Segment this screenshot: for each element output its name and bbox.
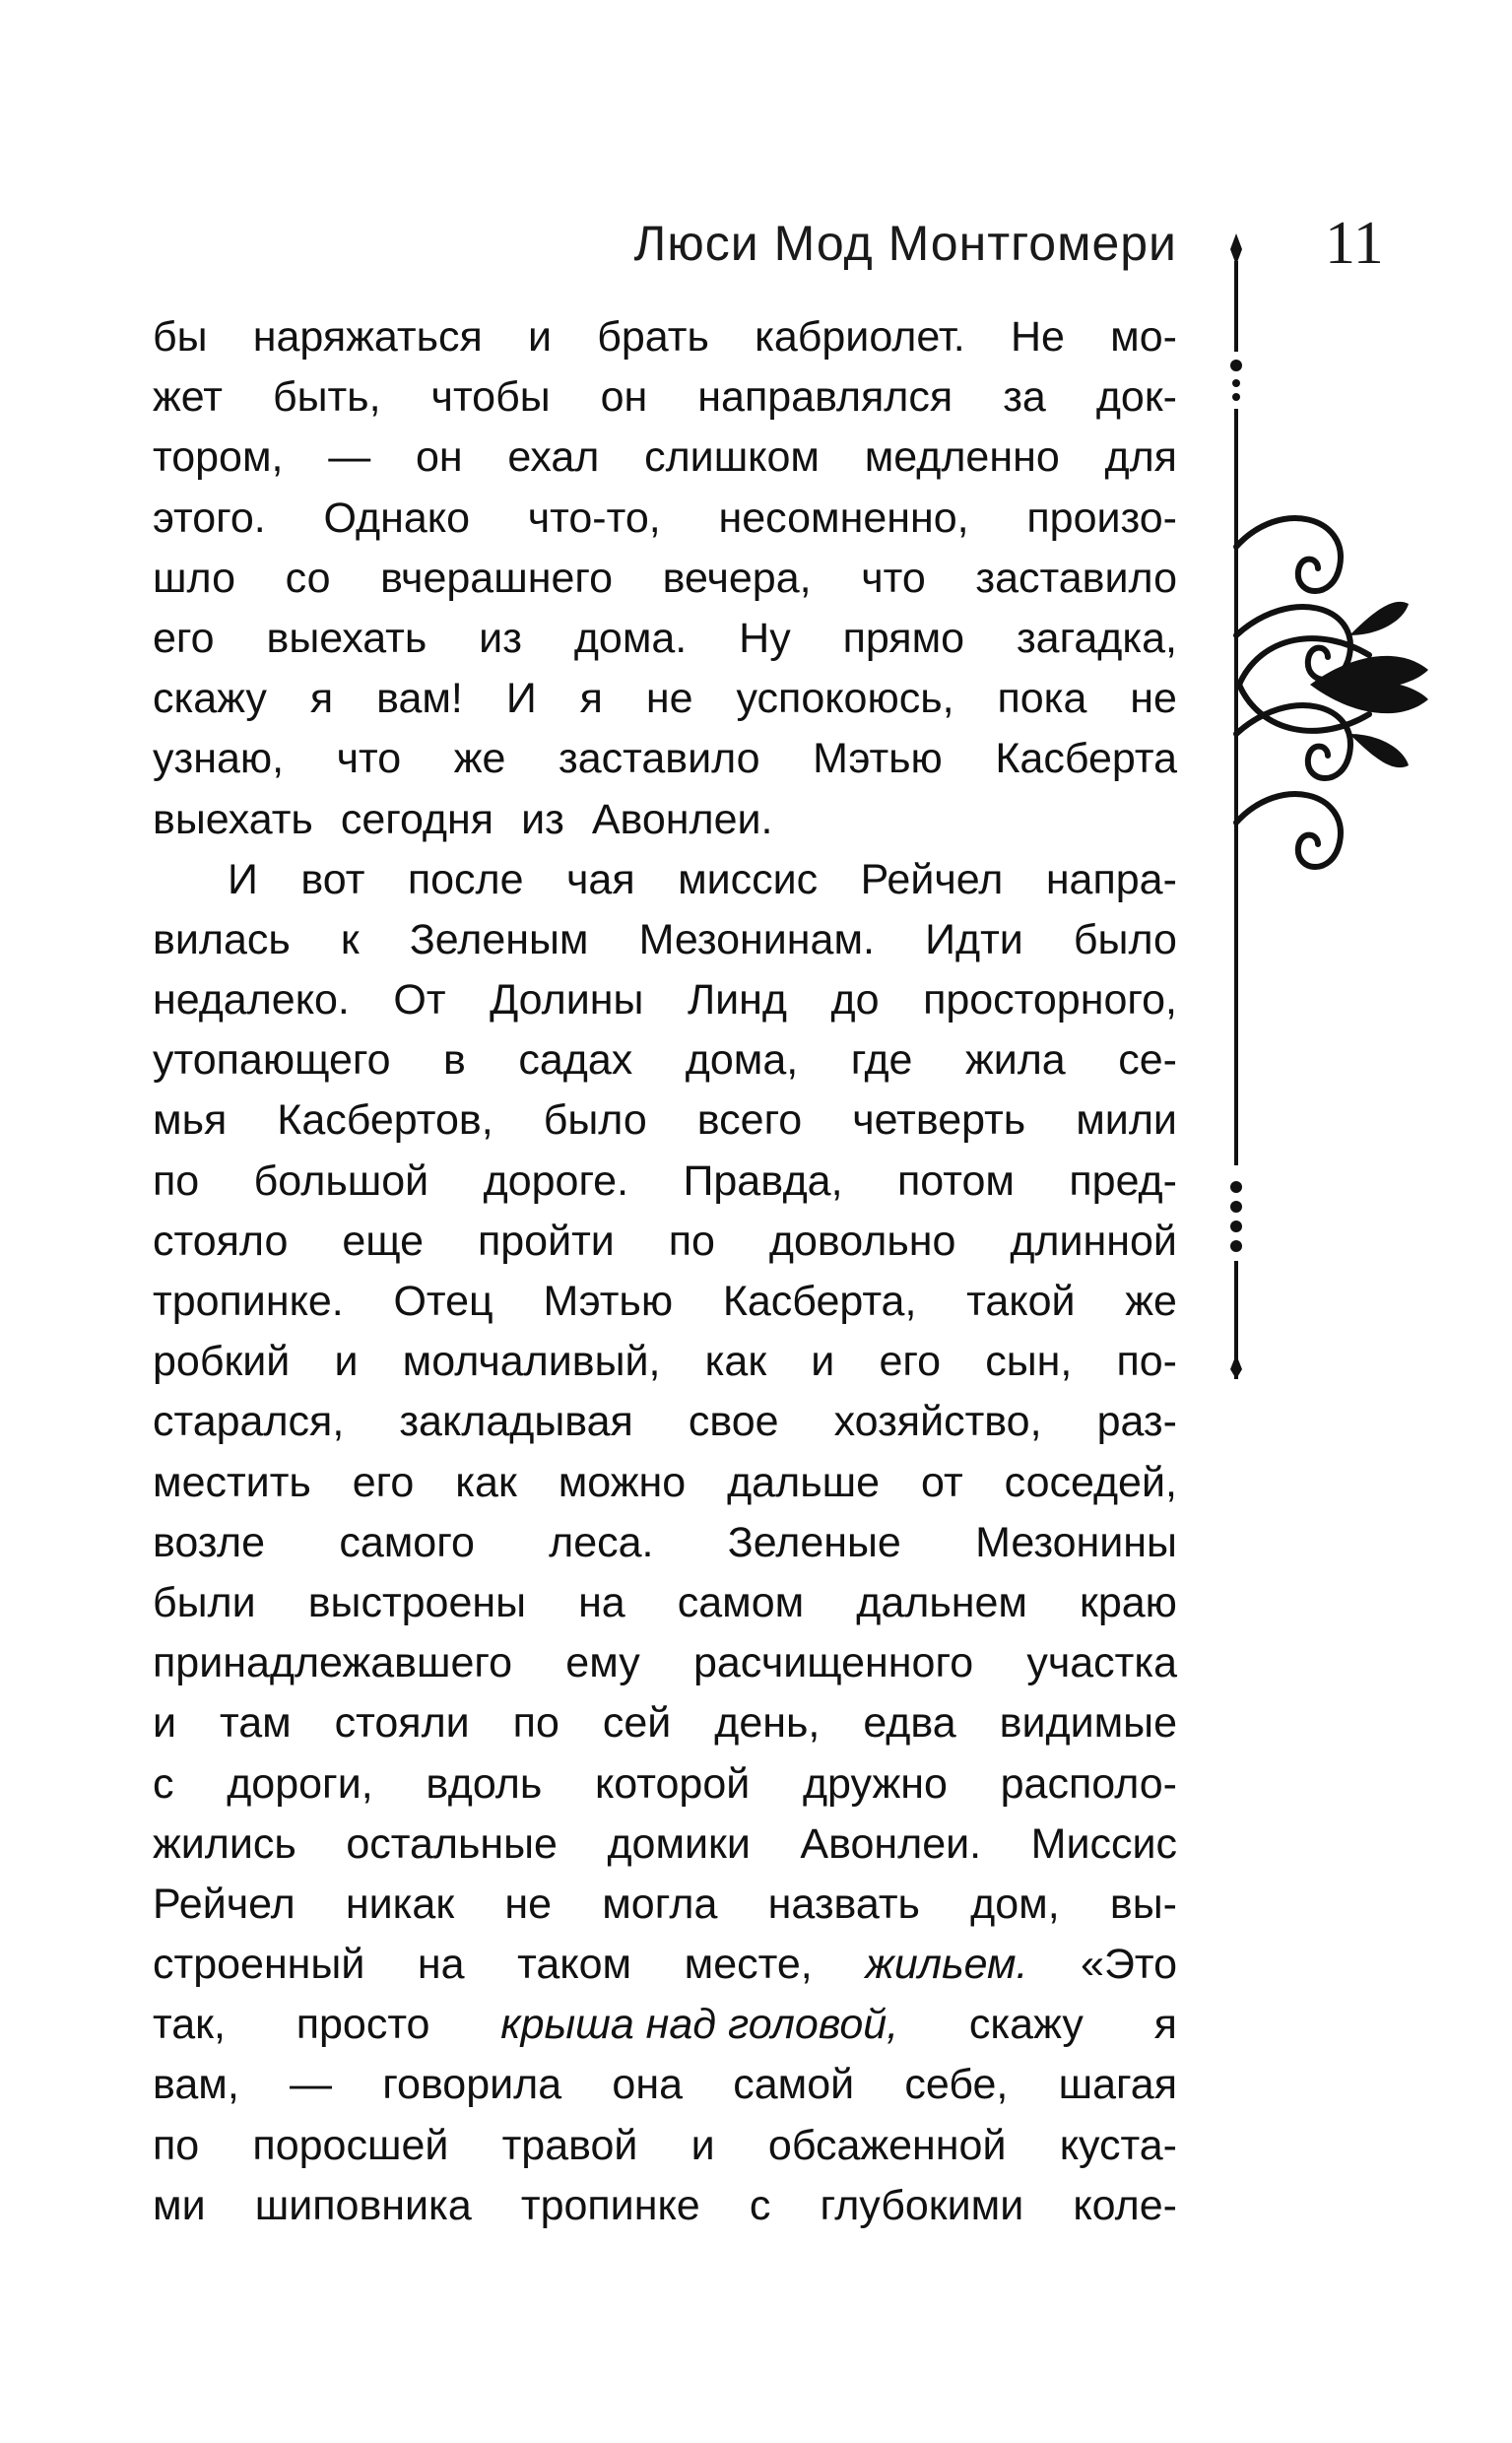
decorative-scroll-ornament-icon bbox=[1202, 222, 1438, 1379]
word: еще bbox=[342, 1217, 425, 1265]
word: строенный bbox=[153, 1941, 365, 1989]
word: заставило bbox=[975, 554, 1177, 602]
word: ему bbox=[565, 1639, 640, 1687]
word: что bbox=[861, 554, 926, 602]
word: вам, bbox=[153, 2061, 239, 2109]
word: по bbox=[668, 1217, 715, 1265]
word: глубокими bbox=[820, 2181, 1024, 2229]
text-line bbox=[153, 1392, 1177, 1452]
word: тропинке. bbox=[153, 1278, 344, 1325]
word: таком bbox=[517, 1941, 632, 1989]
word: к bbox=[340, 915, 360, 963]
word: — bbox=[290, 2061, 333, 2109]
word: сын, bbox=[985, 1338, 1073, 1386]
word: вдоль bbox=[426, 1759, 543, 1808]
word: Мезонины bbox=[975, 1518, 1177, 1566]
body-text bbox=[153, 307, 1177, 2236]
text-line bbox=[153, 729, 1177, 789]
word: остальные bbox=[346, 1819, 558, 1868]
word: себе, bbox=[904, 2061, 1009, 2109]
word: напра- bbox=[1045, 855, 1177, 903]
text-line bbox=[153, 307, 1177, 367]
word: с bbox=[153, 1759, 174, 1808]
word: стояли bbox=[334, 1699, 470, 1748]
word: наряжаться bbox=[252, 313, 483, 361]
word: которой bbox=[595, 1759, 751, 1808]
word: дом, bbox=[970, 1880, 1060, 1928]
word: дома. bbox=[573, 614, 688, 662]
word: робкий bbox=[153, 1338, 291, 1386]
word: док- bbox=[1095, 373, 1177, 422]
word: выехать bbox=[266, 614, 427, 662]
word: Зеленым bbox=[409, 915, 589, 963]
word: где bbox=[850, 1036, 913, 1085]
word: Линд bbox=[687, 976, 788, 1024]
word: утопающего bbox=[153, 1036, 391, 1085]
word: выстроены bbox=[307, 1578, 527, 1626]
word: длинной bbox=[1010, 1217, 1177, 1265]
word: молчаливый, bbox=[402, 1338, 661, 1386]
text-line bbox=[153, 1935, 1177, 1995]
word: соседей, bbox=[1004, 1458, 1177, 1506]
word: как bbox=[704, 1338, 767, 1386]
word: дороги, bbox=[227, 1759, 373, 1808]
word: И bbox=[228, 855, 258, 903]
running-head-author: Люси Мод Монтгомери bbox=[633, 216, 1177, 271]
word: поросшей bbox=[252, 2121, 449, 2169]
text-line bbox=[153, 1875, 1177, 1935]
word: Долины bbox=[490, 976, 644, 1024]
word: с bbox=[749, 2181, 771, 2229]
word: и bbox=[811, 1338, 835, 1386]
word: мо- bbox=[1110, 313, 1177, 361]
word: дальше bbox=[727, 1458, 881, 1506]
word: он bbox=[600, 373, 648, 422]
word: хозяйство, bbox=[833, 1398, 1042, 1446]
word: от bbox=[920, 1458, 963, 1506]
word: дружно bbox=[802, 1759, 948, 1808]
text-line bbox=[153, 790, 1177, 850]
word: Касберта bbox=[995, 735, 1177, 783]
word: кабриолет. bbox=[755, 313, 965, 361]
word: возле bbox=[153, 1518, 266, 1566]
word: на bbox=[578, 1578, 625, 1626]
word: после bbox=[407, 855, 524, 903]
word: Рейчел bbox=[153, 1880, 296, 1928]
text-line bbox=[153, 2176, 1177, 2236]
text-line bbox=[153, 1633, 1177, 1693]
word: принадлежавшего bbox=[153, 1639, 513, 1687]
word: несомненно, bbox=[718, 494, 969, 542]
word: Однако bbox=[323, 494, 470, 542]
word: Зеленые bbox=[727, 1518, 901, 1566]
word: пред- bbox=[1069, 1156, 1177, 1205]
word: скажу bbox=[153, 675, 267, 723]
text-line bbox=[153, 609, 1177, 669]
word: же bbox=[453, 735, 506, 783]
word: Авонлеи. bbox=[591, 795, 773, 843]
text-line bbox=[153, 549, 1177, 609]
word: располо- bbox=[1000, 1759, 1177, 1808]
word: так, bbox=[153, 2001, 226, 2049]
word: самом bbox=[677, 1578, 805, 1626]
word: миссис bbox=[678, 855, 819, 903]
word: стояло bbox=[153, 1217, 289, 1265]
word: и bbox=[153, 1699, 177, 1748]
word: самой bbox=[733, 2061, 855, 2109]
word: вот bbox=[300, 855, 365, 903]
word: леса. bbox=[549, 1518, 654, 1566]
word: в bbox=[443, 1036, 466, 1085]
word: загадка, bbox=[1016, 614, 1177, 662]
word: выехать bbox=[153, 795, 313, 843]
word: по bbox=[153, 1156, 200, 1205]
word: видимые bbox=[999, 1699, 1177, 1748]
word: травой bbox=[501, 2121, 638, 2169]
word: недалеко. bbox=[153, 976, 350, 1024]
word: сей bbox=[602, 1699, 672, 1748]
word: его bbox=[153, 614, 215, 662]
text-line bbox=[153, 910, 1177, 970]
word: жильем. bbox=[865, 1941, 1028, 1989]
text-line bbox=[153, 2055, 1177, 2115]
word: что bbox=[336, 735, 402, 783]
word: заставило bbox=[558, 735, 760, 783]
word: коле- bbox=[1073, 2181, 1177, 2229]
word: брать bbox=[597, 313, 709, 361]
word: сегодня bbox=[340, 795, 494, 843]
word: расчищенного bbox=[692, 1639, 974, 1687]
text-line bbox=[153, 1995, 1177, 2055]
word: потом bbox=[896, 1156, 1015, 1205]
word: дома, bbox=[685, 1036, 799, 1085]
word: по bbox=[153, 2121, 200, 2169]
word: говорила bbox=[382, 2061, 562, 2109]
word: по- bbox=[1116, 1338, 1177, 1386]
word: Мезонинам. bbox=[638, 915, 875, 963]
word: чая bbox=[566, 855, 635, 903]
word: большой bbox=[253, 1156, 429, 1205]
word: участка bbox=[1026, 1639, 1177, 1687]
word: медленно bbox=[864, 433, 1060, 482]
word: тропинке bbox=[520, 2181, 700, 2229]
word: я bbox=[309, 675, 334, 723]
word: се- bbox=[1118, 1036, 1177, 1085]
word: крыша над головой, bbox=[500, 2001, 899, 2049]
word: из bbox=[479, 614, 522, 662]
word: до bbox=[830, 976, 880, 1024]
word: пройти bbox=[477, 1217, 615, 1265]
word: Мэтью bbox=[543, 1278, 674, 1325]
word: едва bbox=[863, 1699, 956, 1748]
word: пока bbox=[997, 675, 1087, 723]
word: направлялся bbox=[697, 373, 953, 422]
word: куста- bbox=[1059, 2121, 1177, 2169]
word: довольно bbox=[768, 1217, 956, 1265]
word: и bbox=[690, 2121, 715, 2169]
word: Касберта, bbox=[722, 1278, 917, 1325]
text-line bbox=[153, 489, 1177, 549]
word: старался, bbox=[153, 1398, 345, 1446]
word: свое bbox=[688, 1398, 779, 1446]
word: вы- bbox=[1109, 1880, 1177, 1928]
word: месте, bbox=[684, 1941, 813, 1989]
word: Рейчел bbox=[860, 855, 1004, 903]
word: домики bbox=[607, 1819, 751, 1868]
word: назвать bbox=[767, 1880, 920, 1928]
word: мили bbox=[1076, 1096, 1177, 1145]
word: И bbox=[505, 675, 537, 723]
word: мья bbox=[153, 1096, 228, 1145]
word: было bbox=[543, 1096, 647, 1145]
word: этого. bbox=[153, 494, 266, 542]
word: просто bbox=[296, 2001, 430, 2049]
word: самого bbox=[339, 1518, 475, 1566]
word: можно bbox=[558, 1458, 687, 1506]
word: не bbox=[504, 1880, 553, 1928]
text-line bbox=[153, 1573, 1177, 1633]
text-line bbox=[153, 1693, 1177, 1753]
word: из bbox=[521, 795, 564, 843]
text-line bbox=[153, 669, 1177, 729]
word: я bbox=[579, 675, 603, 723]
text-line bbox=[153, 970, 1177, 1030]
text-line bbox=[153, 1272, 1177, 1332]
word: жет bbox=[153, 373, 223, 422]
word: не bbox=[1130, 675, 1177, 723]
word: скажу bbox=[968, 2001, 1084, 2049]
text-line bbox=[153, 428, 1177, 488]
word: шагая bbox=[1058, 2061, 1177, 2109]
word: и bbox=[334, 1338, 359, 1386]
word: раз- bbox=[1096, 1398, 1177, 1446]
word: произо- bbox=[1026, 494, 1177, 542]
text-line bbox=[153, 1030, 1177, 1090]
word: она bbox=[612, 2061, 683, 2109]
text-line bbox=[153, 1754, 1177, 1815]
page-number: 11 bbox=[1325, 210, 1384, 277]
word: Идти bbox=[925, 915, 1023, 963]
word: обсаженной bbox=[767, 2121, 1007, 2169]
word: вам! bbox=[376, 675, 463, 723]
word: было bbox=[1073, 915, 1177, 963]
word: бы bbox=[153, 313, 208, 361]
word: ми bbox=[153, 2181, 206, 2229]
word: узнаю, bbox=[153, 735, 285, 783]
text-line bbox=[153, 1332, 1177, 1392]
text-line bbox=[153, 2116, 1177, 2176]
word: на bbox=[417, 1941, 465, 1989]
word: там bbox=[220, 1699, 292, 1748]
word: жила bbox=[964, 1036, 1066, 1085]
word: Правда, bbox=[683, 1156, 843, 1205]
word: Авонлеи. bbox=[800, 1819, 982, 1868]
word: его bbox=[352, 1458, 415, 1506]
word: успокоюсь, bbox=[736, 675, 954, 723]
text-line bbox=[153, 1513, 1177, 1573]
text-line bbox=[153, 1152, 1177, 1212]
word: и bbox=[527, 313, 553, 361]
word: Касбертов, bbox=[277, 1096, 493, 1145]
word: «Это bbox=[1081, 1941, 1177, 1989]
word: для bbox=[1104, 433, 1177, 482]
text-line bbox=[153, 1212, 1177, 1272]
word: местить bbox=[153, 1458, 311, 1506]
text-line bbox=[153, 1453, 1177, 1513]
word: четверть bbox=[852, 1096, 1026, 1145]
word: шиповника bbox=[254, 2181, 472, 2229]
word: тором, bbox=[153, 433, 284, 482]
word: дороге. bbox=[483, 1156, 629, 1205]
text-line bbox=[153, 367, 1177, 428]
word: день, bbox=[714, 1699, 821, 1748]
word: просторного, bbox=[923, 976, 1177, 1024]
word: он bbox=[415, 433, 463, 482]
word: я bbox=[1153, 2001, 1177, 2049]
word: же bbox=[1125, 1278, 1177, 1325]
word: Ну bbox=[739, 614, 791, 662]
word: От bbox=[393, 976, 446, 1024]
word: жились bbox=[153, 1819, 296, 1868]
word: его bbox=[879, 1338, 942, 1386]
word: как bbox=[455, 1458, 517, 1506]
word: закладывая bbox=[399, 1398, 633, 1446]
word: за bbox=[1003, 373, 1046, 422]
word: Мэтью bbox=[813, 735, 943, 783]
text-line bbox=[153, 1090, 1177, 1151]
word: дальнем bbox=[856, 1578, 1027, 1626]
word: чтобы bbox=[430, 373, 551, 422]
word: краю bbox=[1080, 1578, 1177, 1626]
word: быть, bbox=[272, 373, 381, 422]
word: шло bbox=[153, 554, 235, 602]
word: вчерашнего bbox=[380, 554, 614, 602]
word: не bbox=[645, 675, 693, 723]
word: что-то, bbox=[527, 494, 661, 542]
word: — bbox=[328, 433, 371, 482]
word: Отец bbox=[393, 1278, 493, 1325]
word: вилась bbox=[153, 915, 291, 963]
word: такой bbox=[966, 1278, 1076, 1325]
word: со bbox=[285, 554, 331, 602]
word: слишком bbox=[644, 433, 820, 482]
word: были bbox=[153, 1578, 256, 1626]
word: садах bbox=[518, 1036, 633, 1085]
word: могла bbox=[602, 1880, 718, 1928]
word: ехал bbox=[507, 433, 600, 482]
word: всего bbox=[696, 1096, 803, 1145]
word: прямо bbox=[842, 614, 965, 662]
word: Миссис bbox=[1030, 1819, 1177, 1868]
text-line bbox=[153, 850, 1177, 910]
word: по bbox=[512, 1699, 559, 1748]
word: Не bbox=[1010, 313, 1065, 361]
text-line bbox=[153, 1815, 1177, 1875]
word: никак bbox=[345, 1880, 455, 1928]
word: вечера, bbox=[662, 554, 812, 602]
